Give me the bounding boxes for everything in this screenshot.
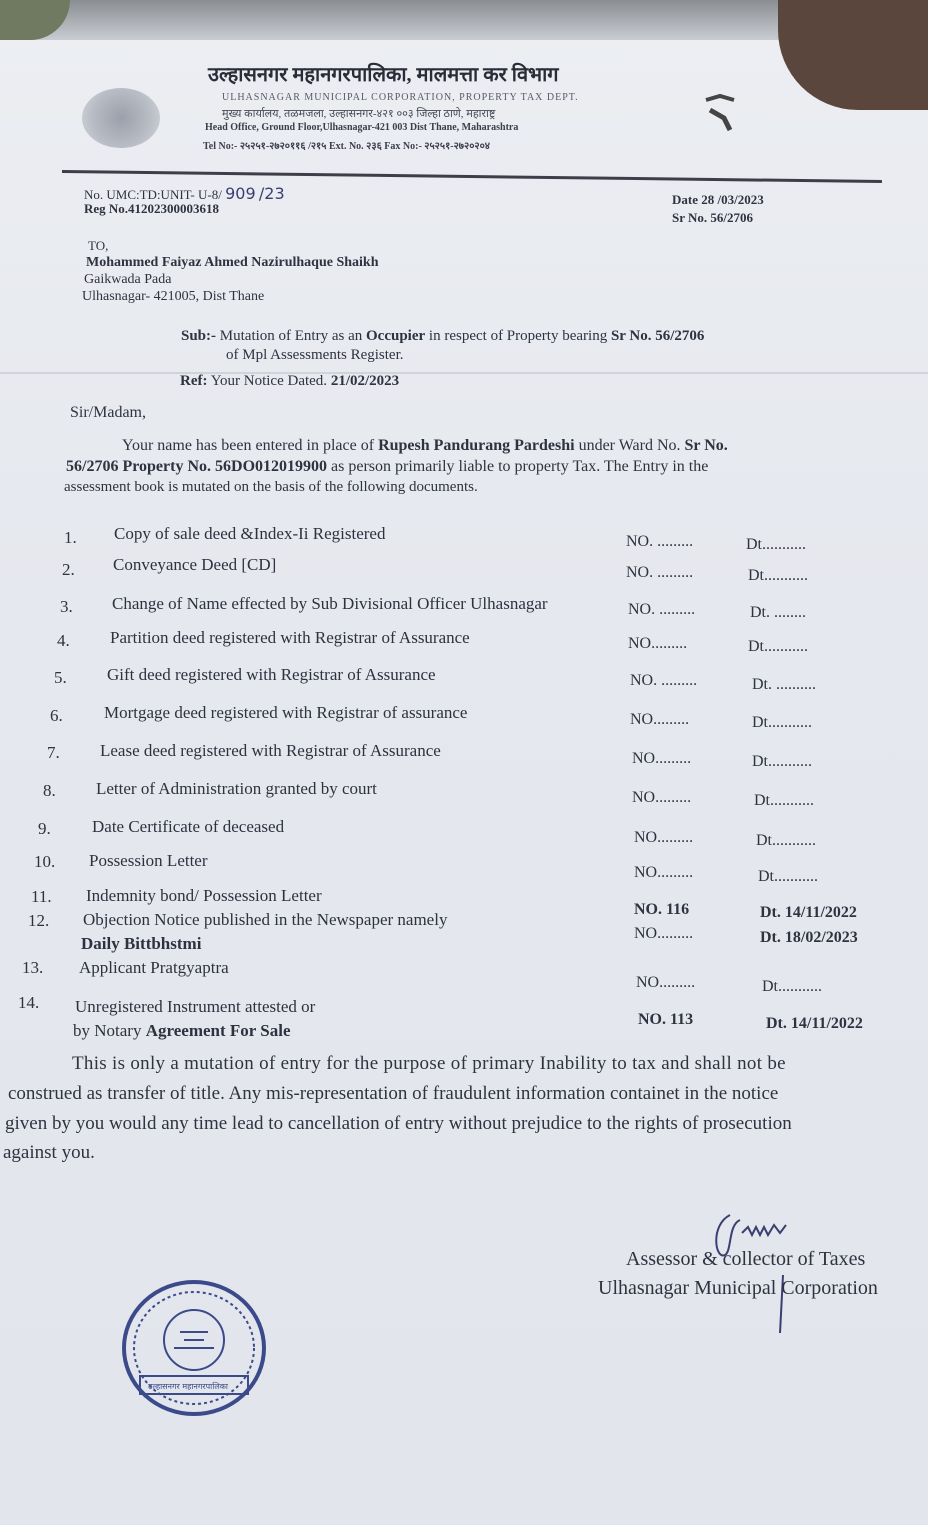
reference-number-label: No. UMC:TD:UNIT- U-8/ (84, 187, 222, 202)
reference-number-year: /23 (258, 184, 285, 203)
letter-date: Date 28 /03/2023 (672, 192, 764, 207)
registration-number: Reg No.41202300003618 (84, 201, 220, 216)
closing-line1: This is only a mutation of entry for the purpose of primary Inability to tax and shall not be (72, 1053, 786, 1074)
item-dt: Dt........... (754, 792, 814, 809)
item-dt: Dt. ........ (750, 604, 806, 621)
letterhead-office-english: Head Office, Ground Floor,Ulhasnagar-421 003 Dist Thane, Maharashtra (205, 122, 519, 133)
item-dt: Dt. .......... (752, 676, 816, 693)
item-no: NO......... (636, 974, 696, 991)
serial-number: Sr No. 56/2706 (672, 210, 754, 225)
item-text: Possession Letter (89, 851, 208, 870)
item-text: Indemnity bond/ Possession Letter (86, 886, 322, 905)
item-number: 10. (34, 852, 56, 871)
salutation: Sir/Madam, (70, 404, 146, 421)
stamp-mark-icon (700, 92, 740, 134)
newspaper-name: Daily Bittbhstmi (81, 934, 202, 953)
item-number: 6. (50, 706, 63, 725)
item-no: NO......... (632, 789, 692, 806)
item-dt: Dt. 14/11/2022 (760, 904, 857, 921)
reference-line (180, 373, 399, 390)
letterhead-contact: Tel No:- २५२५१-२७२०११६ /२१५ Ext. No. २३६ Fax No:- २५२५१-२७२०२०४ (203, 141, 491, 152)
item-number: 4. (57, 631, 70, 650)
item-no: NO......... (634, 925, 694, 942)
paper-crease (0, 372, 928, 374)
property-number: 56/2706 Property No. 56DO012019900 (66, 458, 328, 475)
letterhead-title-english: ULHASNAGAR MUNICIPAL CORPORATION, PROPERTY TAX DEPT. (222, 92, 579, 103)
signatory-title: Assessor & collector of Taxes (626, 1248, 866, 1270)
reference-number-handwritten: 909 (225, 184, 256, 203)
subject-property-sr: Sr No. 56/2706 (610, 328, 705, 344)
item-dt: Dt. 14/11/2022 (766, 1015, 863, 1032)
ref-date: 21/02/2023 (330, 373, 400, 389)
item-number: 7. (47, 743, 60, 762)
ref-label: Ref: (180, 373, 208, 389)
item-text: Gift deed registered with Registrar of Assurance (107, 665, 436, 684)
item-no: NO. 116 (634, 901, 690, 918)
item-text: Date Certificate of deceased (92, 817, 285, 836)
agreement-for-sale: Agreement For Sale (145, 1021, 291, 1040)
subject-occupier: Occupier (366, 328, 426, 344)
item-no: NO. ......... (626, 533, 694, 550)
item-text-line2 (73, 1021, 291, 1041)
to-label: TO, (88, 238, 109, 253)
item-text: Mortgage deed registered with Registrar of assurance (104, 703, 468, 722)
item-no: NO. 113 (638, 1011, 694, 1028)
item-no: NO. ......... (630, 672, 698, 689)
item-text: Unregistered Instrument attested or (75, 997, 316, 1016)
ref-text: Your Notice Dated. (210, 373, 328, 389)
item-number: 2. (62, 560, 75, 579)
item-number: 12. (28, 911, 50, 930)
item-text: Letter of Administration granted by court (96, 779, 377, 798)
item-no: NO. ......... (626, 564, 694, 581)
item-text: Change of Name effected by Sub Divisional Officer Ulhasnagar (112, 594, 548, 613)
item-no: NO......... (628, 635, 688, 652)
item-number: 1. (64, 528, 77, 547)
item-number: 3. (60, 597, 73, 616)
body-paragraph-line2 (66, 458, 708, 476)
item-dt: Dt........... (758, 868, 818, 885)
item-no: NO......... (634, 864, 694, 881)
corporation-seal-icon (120, 1278, 268, 1418)
seal-text: उल्हासनगर महानगरपालिका (148, 1382, 228, 1391)
closing-line3: given by you would any time lead to cancellation of entry without prejudice to the rights of prosecution (5, 1113, 792, 1134)
item-dt: Dt. 18/02/2023 (760, 929, 858, 946)
item-no: NO. ......... (628, 601, 696, 618)
previous-owner-name: Rupesh Pandurang Pardeshi (378, 437, 575, 454)
item-text: Applicant Pratgyaptra (79, 958, 229, 977)
subject-text-2: in respect of Property bearing (428, 328, 608, 344)
body-ward: under Ward No. (578, 437, 681, 454)
item-text: Copy of sale deed &Index-Ii Registered (114, 524, 386, 543)
body-text: Your name has been entered in place of (122, 437, 375, 454)
item-no: NO......... (634, 829, 694, 846)
item-dt: Dt........... (748, 638, 808, 655)
closing-line2: construed as transfer of title. Any mis-representation of fraudulent information containet in the notice (8, 1083, 779, 1104)
item-number: 13. (22, 958, 44, 977)
addressee-line1: Gaikwada Pada (84, 272, 172, 287)
subject-label: Sub:- (181, 328, 217, 344)
body-text-2: as person primarily liable to property Tax. The Entry in the (331, 458, 709, 475)
item-number: 11. (31, 887, 52, 906)
body-sr-label: Sr No. (684, 437, 728, 454)
signatory-organisation: Ulhasnagar Municipal Corporation (598, 1277, 878, 1299)
item-text-notary: by Notary (73, 1021, 146, 1040)
item-no: NO......... (632, 750, 692, 767)
item-dt: Dt........... (752, 714, 812, 731)
item-text: Partition deed registered with Registrar of Assurance (110, 628, 470, 647)
item-dt: Dt........... (762, 978, 822, 995)
item-number: 8. (43, 781, 56, 800)
letterhead-divider (62, 170, 882, 183)
closing-line4: against you. (3, 1142, 95, 1163)
item-text: Lease deed registered with Registrar of Assurance (100, 741, 441, 760)
addressee-line2: Ulhasnagar- 421005, Dist Thane (82, 289, 265, 304)
item-number: 5. (54, 668, 67, 687)
item-dt: Dt........... (752, 753, 812, 770)
letterhead-title-hindi: उल्हासनगर महानगरपालिका, मालमत्ता कर विभाग (208, 64, 559, 86)
corporation-logo (82, 88, 160, 148)
item-text: Objection Notice published in the Newspaper namely (83, 910, 448, 929)
letterhead-office-hindi: मुख्य कार्यालय, तळमजला, उल्हासनगर-४२१ ००३ जिल्हा ठाणे, महाराष्ट्र (222, 108, 496, 120)
item-number: 14. (18, 993, 40, 1012)
item-dt: Dt........... (748, 567, 808, 584)
item-dt: Dt........... (746, 536, 806, 553)
item-dt: Dt........... (756, 832, 816, 849)
addressee-name: Mohammed Faiyaz Ahmed Nazirulhaque Shaikh (86, 255, 379, 270)
subject-line (181, 328, 704, 345)
item-no: NO......... (630, 711, 690, 728)
subject-line-2: of Mpl Assessments Register. (226, 347, 404, 363)
finger-right (778, 0, 928, 110)
body-paragraph-line1 (122, 437, 728, 455)
body-paragraph-line3: assessment book is mutated on the basis of the following documents. (64, 479, 478, 495)
item-text: Conveyance Deed [CD] (113, 555, 277, 574)
item-number: 9. (38, 819, 51, 838)
subject-text: Mutation of Entry as an (219, 328, 363, 344)
